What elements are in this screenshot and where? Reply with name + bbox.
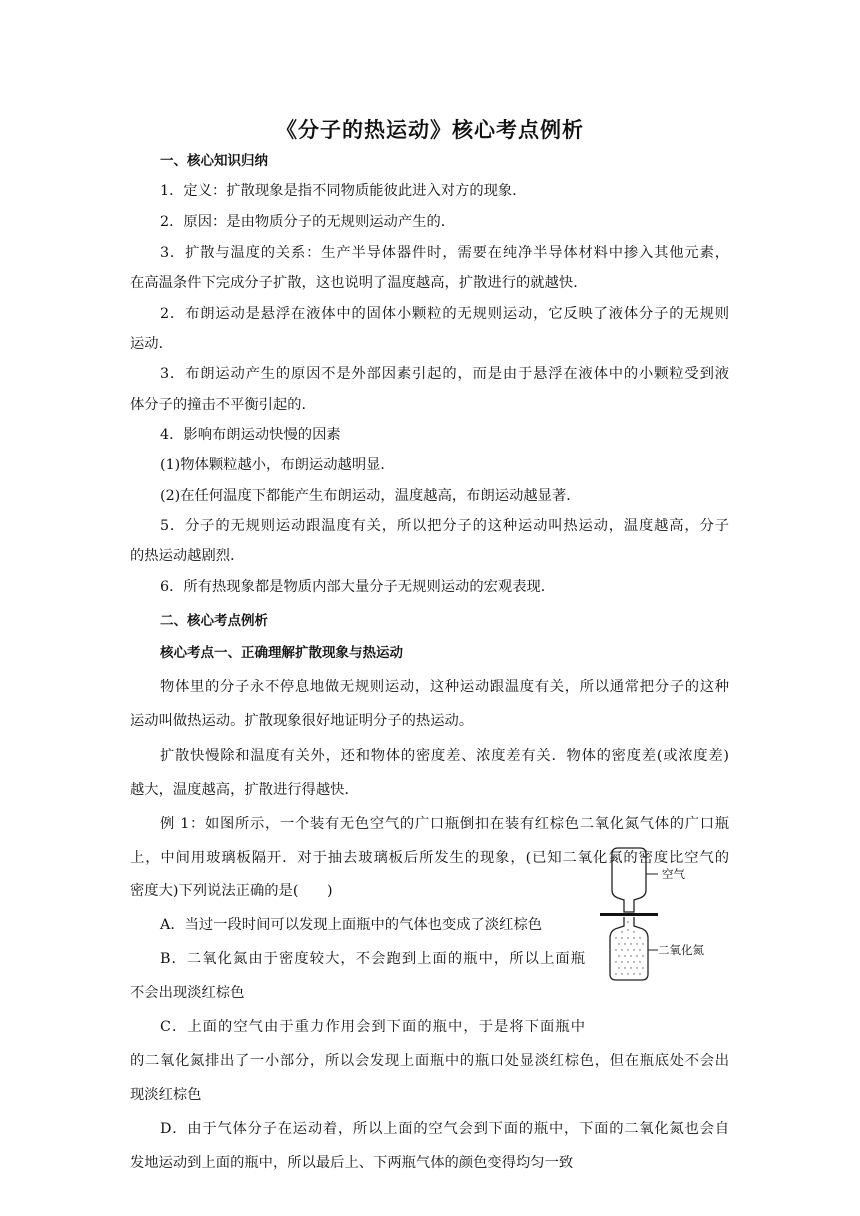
option-b: B．二氧化氮由于密度较大，不会跑到上面的瓶中，所以上面瓶	[160, 951, 585, 967]
label-nitrogen-dioxide: 二氧化氮	[658, 943, 704, 957]
paragraph-line: 3．布朗运动产生的原因不是外部因素引起的，而是由于悬浮在液体中的小颗粒受到液	[160, 366, 729, 382]
option-d: D．由于气体分子在运动着，所以上面的空气会到下面的瓶中，下面的二氧化氮也会自	[160, 1121, 729, 1137]
paragraph-line: 在高温条件下完成分子扩散，这也说明了温度越高，扩散进行的就越快．	[130, 275, 588, 291]
paragraph-line: 运动叫做热运动。扩散现象很好地证明分子的热运动。	[130, 713, 474, 729]
upper-jar	[612, 848, 646, 912]
paragraph-line: 例 1：如图所示，一个装有无色空气的广口瓶倒扣在装有红棕色二氧化氮气体的广口瓶	[160, 816, 729, 832]
paragraph-line: 6．所有热现象都是物质内部大量分子无规则运动的宏观表现．	[160, 579, 556, 595]
paragraph-line: 上，中间用玻璃板隔开．对于抽去玻璃板后所发生的现象，(已知二氧化氮的密度比空气的	[130, 850, 729, 866]
paragraph-line: 物体里的分子永不停息地做无规则运动，这种运动跟温度有关，所以通常把分子的这种	[160, 679, 729, 695]
lower-jar	[610, 917, 648, 980]
paragraph-line: 2．布朗运动是悬浮在液体中的固体小颗粒的无规则运动，它反映了液体分子的无规则	[160, 306, 729, 322]
paragraph-line: 运动．	[130, 336, 173, 352]
label-air: 空气	[662, 867, 685, 881]
paragraph-line: 4．影响布朗运动快慢的因素	[160, 427, 341, 443]
option-c: C．上面的空气由于重力作用会到下面的瓶中，于是将下面瓶中	[160, 1019, 585, 1035]
paragraph-line: 扩散快慢除和温度有关外，还和物体的密度差、浓度差有关．物体的密度差(或浓度差)	[160, 748, 729, 764]
paragraph-line: 体分子的撞击不平衡引起的．	[130, 397, 316, 413]
subsection-heading: 核心考点一、正确理解扩散现象与热运动	[160, 645, 403, 661]
gas-dots	[615, 921, 643, 974]
paragraph-line: 越大，温度越高，扩散进行得越快．	[130, 782, 359, 798]
paragraph-line: 密度大)下列说法正确的是( )	[130, 883, 333, 899]
paragraph-line: 3．扩散与温度的关系：生产半导体器件时，需要在纯净半导体材料中掺入其他元素，	[160, 245, 729, 261]
paragraph-line: (1)物体颗粒越小，布朗运动越明显．	[160, 457, 395, 473]
paragraph-line: 发地运动到上面的瓶中，所以最后上、下两瓶气体的颜色变得均匀一致	[130, 1155, 574, 1171]
paragraph-line: 不会出现淡红棕色	[130, 985, 245, 1001]
page-title: 《分子的热运动》核心考点例析	[276, 118, 584, 142]
glass-plate	[600, 913, 658, 916]
section-heading-2: 二、核心考点例析	[160, 613, 268, 629]
section-heading-1: 一、核心知识归纳	[160, 153, 268, 169]
paragraph-line: 的热运动越剧烈．	[130, 548, 245, 564]
option-a: A．当过一段时间可以发现上面瓶中的气体也变成了淡红棕色	[160, 917, 543, 933]
paragraph-line: 5．分子的无规则运动跟温度有关，所以把分子的这种运动叫热运动，温度越高，分子	[160, 518, 729, 534]
paragraph-line: 的二氧化氮排出了一小部分，所以会发现上面瓶中的瓶口处显淡红棕色，但在瓶底处不会出	[130, 1053, 729, 1069]
paragraph-line: (2)在任何温度下都能产生布朗运动，温度越高，布朗运动越显著．	[160, 488, 581, 504]
paragraph-line: 现淡红棕色	[130, 1087, 202, 1103]
paragraph-line: 2．原因：是由物质分子的无规则运动产生的．	[160, 214, 456, 230]
diffusion-figure	[598, 846, 726, 986]
paragraph-line: 1．定义：扩散现象是指不同物质能彼此进入对方的现象．	[160, 183, 527, 199]
